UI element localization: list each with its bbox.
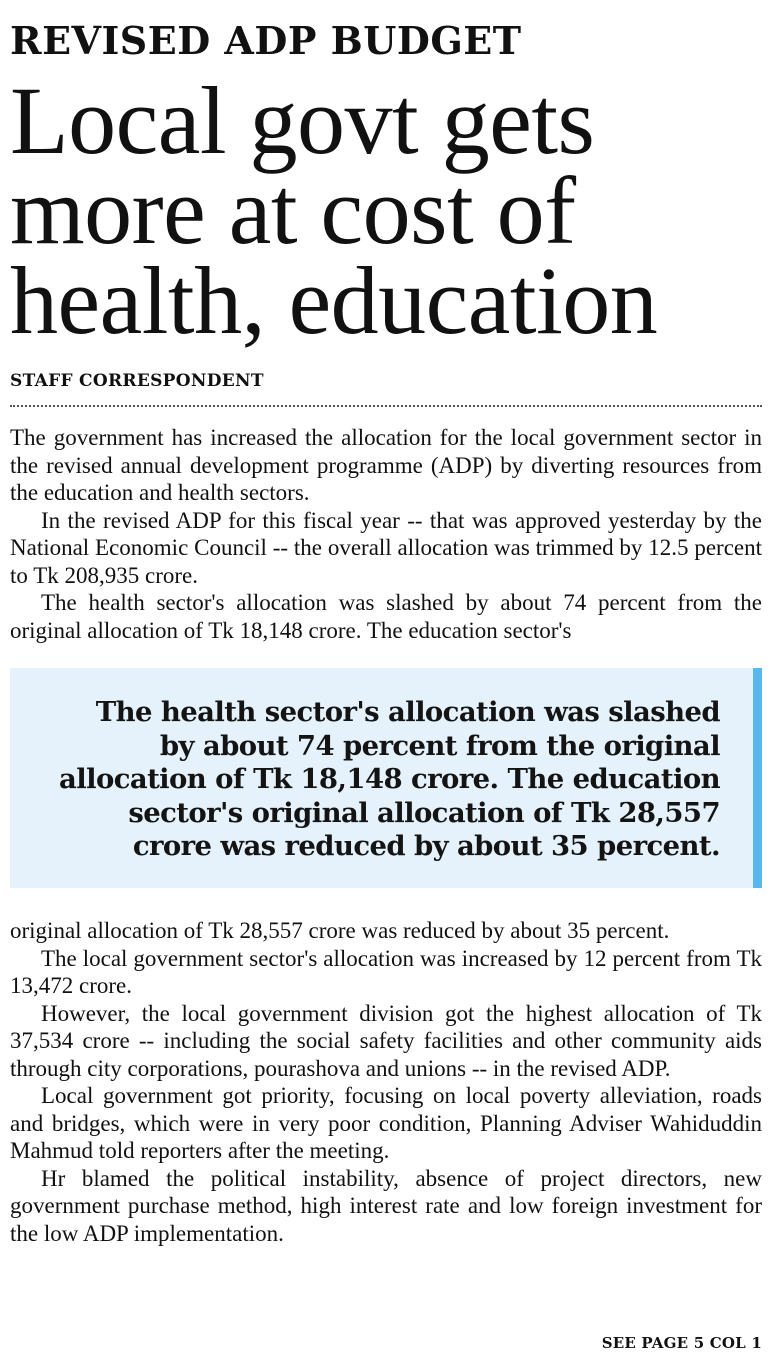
body-paragraph: However, the local government division got the highest allocation of Tk 37,534 crore -- including the social safety facilities and other community aids through city corporations, pourashova and unions -- in the revised ADP. — [10, 1000, 762, 1081]
byline-divider — [10, 405, 762, 407]
article-headline — [10, 67, 762, 354]
body-paragraph: Local government got priority, focusing on local poverty alleviation, roads and bridges, which were in very poor condition, Planning Adviser Wahiduddin Mahmud told reporters after the meeting. — [10, 1083, 762, 1163]
article-byline: STAFF CORRESPONDENT — [10, 371, 264, 391]
pull-quote-accent-bar — [753, 668, 762, 888]
pull-quote-line: allocation of Tk 18,148 crore. The education — [59, 763, 720, 795]
pull-quote-line: The health sector's allocation was slashed — [95, 696, 720, 728]
body-paragraph: The government has increased the allocation for the local government sector in the revised annual development programme (ADP) by diverting resources from the education and health sectors. — [10, 425, 762, 505]
article-kicker: REVISED ADP BUDGET — [10, 18, 522, 63]
body-paragraph: The local government sector's allocation was increased by 12 percent from Tk 13,472 crore. — [10, 945, 762, 998]
body-paragraph: In the revised ADP for this fiscal year -- that was approved yesterday by the National Economic Council -- the overall allocation was trimmed by 12.5 percent to Tk 208,935 crore. — [10, 507, 762, 588]
continuation-link[interactable]: SEE PAGE 5 COL 1 — [601, 1334, 762, 1352]
pull-quote-line: by about 74 percent from the original — [159, 729, 720, 762]
headline-line: more at cost of — [10, 157, 576, 264]
pull-quote — [10, 668, 762, 888]
body-paragraph: Hr blamed the political instability, absence of project directors, new government purchase method, high interest rate and low foreign investment for the low ADP implementation. — [10, 1165, 762, 1246]
pull-quote-line: crore was reduced by about 35 percent. — [132, 830, 720, 862]
pull-quote-text — [30, 696, 720, 864]
body-paragraph: The health sector's allocation was slashed by about 74 percent from the original allocation of Tk 18,148 crore. The education sector's — [10, 590, 762, 643]
headline-line: Local govt gets — [10, 67, 595, 174]
headline-line: health, education — [10, 247, 658, 354]
article-body-top — [10, 424, 762, 644]
pull-quote-line: sector's original allocation of Tk 28,557 — [128, 796, 720, 829]
article-body-bottom — [10, 917, 762, 1247]
body-paragraph: original allocation of Tk 28,557 crore was reduced by about 35 percent. — [10, 918, 670, 943]
